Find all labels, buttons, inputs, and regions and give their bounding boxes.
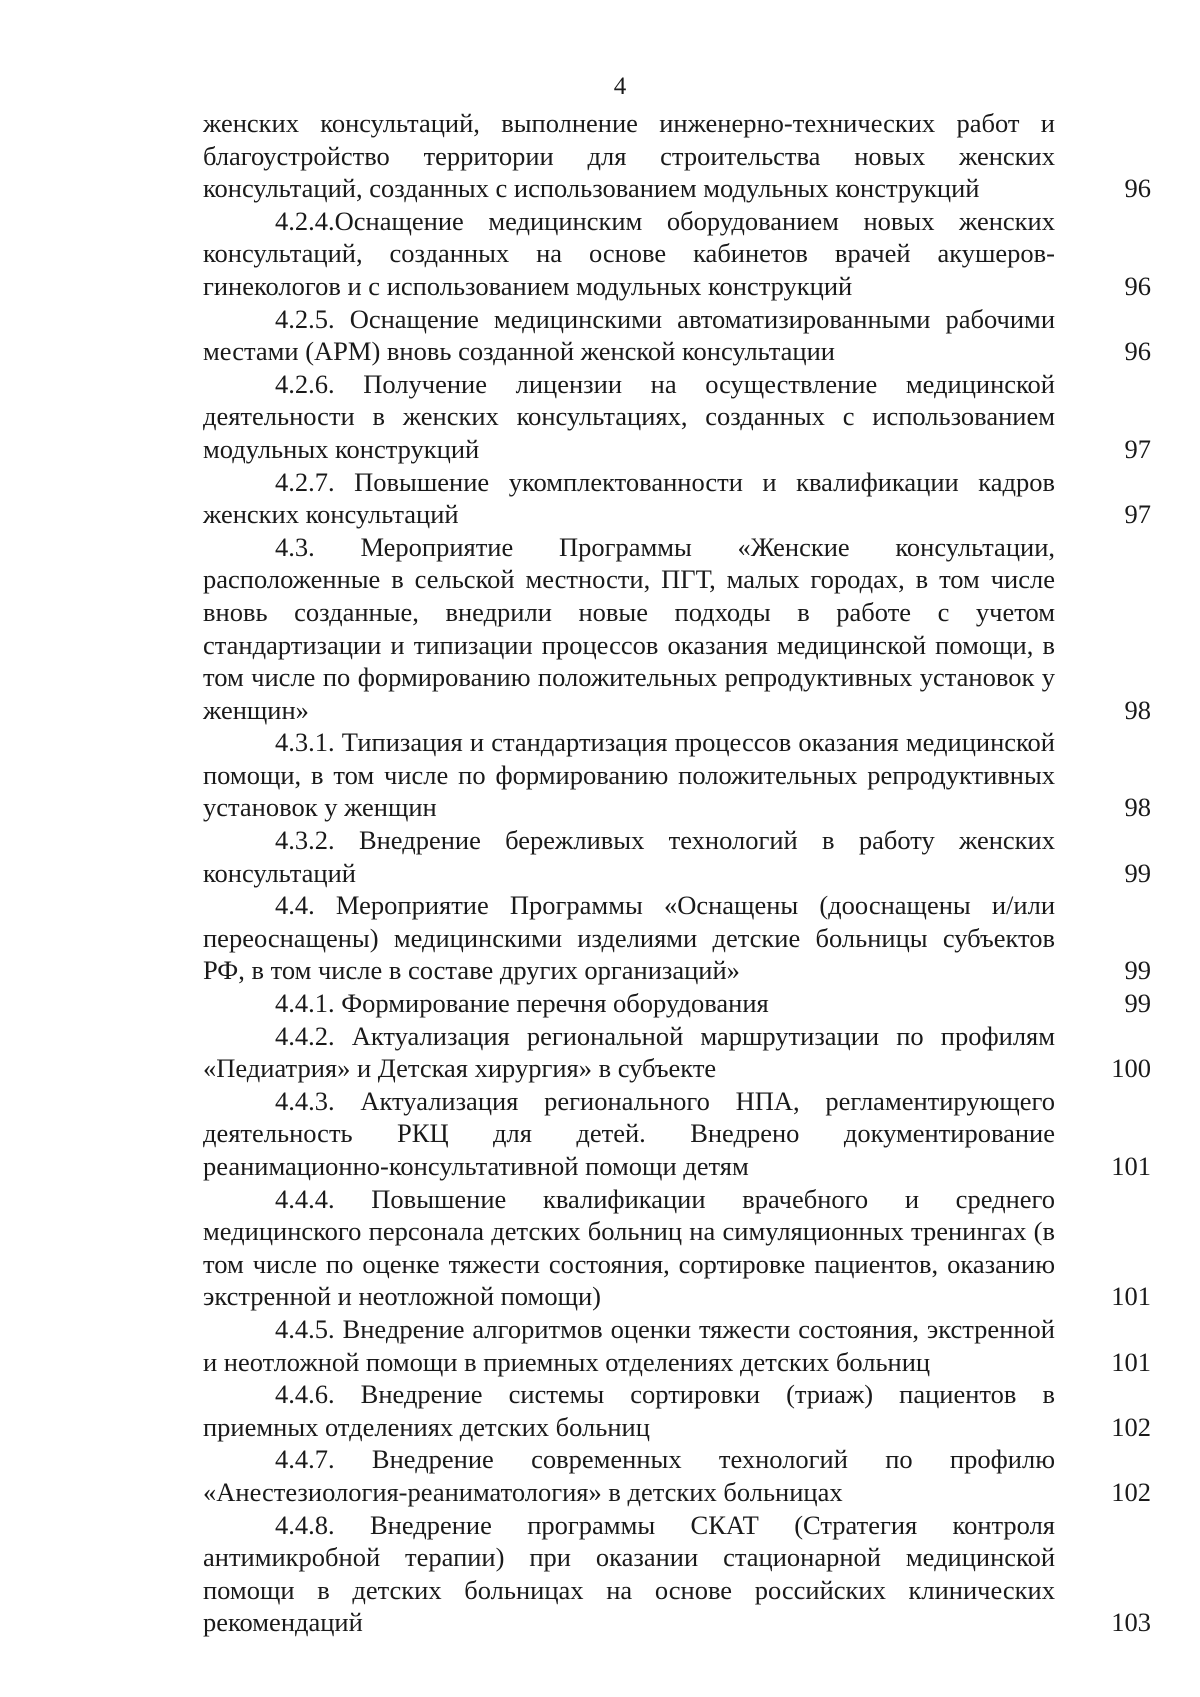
toc-entry-page: 101	[1111, 1346, 1151, 1377]
toc-entry-page: 96	[1124, 173, 1151, 204]
toc-entry-page: 103	[1111, 1607, 1151, 1638]
toc-entry	[203, 466, 1151, 531]
toc-entry-page: 96	[1124, 336, 1151, 367]
toc-entry-page: 98	[1124, 792, 1151, 823]
toc-entry	[203, 1509, 1151, 1639]
toc-entry	[203, 726, 1151, 824]
toc-entry-page: 97	[1124, 433, 1151, 464]
toc-entry	[203, 824, 1151, 889]
toc-entry-page: 99	[1124, 988, 1151, 1019]
toc-entry	[203, 1443, 1151, 1508]
toc-entry-text: 4.4.8. Внедрение программы СКАТ (Стратегия контроля антимикробной терапии) при оказании стационарной медицинской помощи в детских больницах на основе российских клинических рекомендаций	[203, 1509, 1055, 1638]
toc-entry-text: 4.4.2. Актуализация региональной маршрутизации по профилям «Педиатрия» и Детская хирургия» в субъекте	[203, 1020, 1055, 1084]
toc-entry-page: 99	[1124, 857, 1151, 888]
toc-entry-text: 4.4.6. Внедрение системы сортировки (триаж) пациентов в приемных отделениях детских больниц	[203, 1379, 1055, 1442]
toc-entry-text: 4.4.4. Повышение квалификации врачебного и среднего медицинского персонала детских больниц на симуляционных тренингах (в том числе по оценке тяжести состояния, сортировке пациентов, оказанию экстренной и неотложной помощи)	[203, 1183, 1055, 1312]
toc-entry-text: 4.4.3. Актуализация регионального НПА, регламентирующего деятельность РКЦ для детей. Внедрено документирование реанимационно-консультативной помощи детям	[203, 1085, 1055, 1181]
toc-entry-text: 4.3. Мероприятие Программы «Женские консультации, расположенные в сельской местности, ПГТ, малых городах, в том числе вновь созданные, внедрили новые подходы в работе с учетом стандартизации и типизации процессов оказания медицинской помощи, в том числе по формированию положительных репродуктивных установок у женщин»	[203, 531, 1055, 725]
toc-entry	[203, 987, 1151, 1020]
toc-entry-page: 102	[1111, 1411, 1151, 1442]
toc-entry-page: 96	[1124, 270, 1151, 301]
toc-entry-page: 100	[1111, 1053, 1151, 1084]
toc-entry-text: 4.3.1. Типизация и стандартизация процессов оказания медицинской помощи, в том числе по формированию положительных репродуктивных установок у женщин	[203, 727, 1055, 823]
toc-entry	[203, 889, 1151, 987]
toc-entry	[203, 205, 1151, 303]
toc-entry-page: 97	[1124, 499, 1151, 530]
toc-entry	[203, 1085, 1151, 1183]
toc-entry	[203, 303, 1151, 368]
toc-entry-page: 101	[1111, 1281, 1151, 1312]
toc-entry-text: 4.4. Мероприятие Программы «Оснащены (дооснащены и/или переоснащены) медицинскими изделиями детские больницы субъектов РФ, в том числе в составе других организаций»	[203, 890, 1055, 986]
toc-entry	[203, 1183, 1151, 1313]
toc-entry-text: женских консультаций, выполнение инженерно-технических работ и благоустройство территории для строительства новых женских консультаций, созданных с использованием модульных конструкций	[203, 108, 1055, 204]
toc-entry	[203, 1020, 1151, 1085]
toc-entry	[203, 368, 1151, 466]
toc-entry	[203, 1378, 1151, 1443]
toc-entry	[203, 1313, 1151, 1378]
toc-entry-page: 102	[1111, 1476, 1151, 1507]
toc-entry-page: 99	[1124, 955, 1151, 986]
toc-entry	[203, 107, 1151, 205]
toc-entry-text: 4.4.7. Внедрение современных технологий по профилю «Анестезиология-реаниматология» в детских больницах	[203, 1444, 1055, 1507]
toc-entry-page: 98	[1124, 694, 1151, 725]
table-of-contents	[203, 107, 1151, 1639]
toc-entry-text: 4.2.6. Получение лицензии на осуществление медицинской деятельности в женских консультациях, созданных с использованием модульных конструкций	[203, 368, 1055, 464]
page-number: 4	[613, 73, 627, 100]
toc-entry-page: 101	[1111, 1151, 1151, 1181]
toc-entry-text: 4.4.5. Внедрение алгоритмов оценки тяжести состояния, экстренной и неотложной помощи в приемных отделениях детских больниц	[203, 1313, 1055, 1377]
toc-entry-text: 4.3.2. Внедрение бережливых технологий в работу женских консультаций	[203, 825, 1055, 888]
toc-entry-text: 4.2.7. Повышение укомплектованности и квалификации кадров женских консультаций	[203, 466, 1055, 530]
toc-entry	[203, 531, 1151, 727]
toc-entry-text: 4.2.5. Оснащение медицинскими автоматизированными рабочими местами (АРМ) вновь созданной женской консультации	[203, 303, 1055, 367]
toc-entry-text: 4.4.1. Формирование перечня оборудования	[275, 988, 769, 1019]
toc-entry-text: 4.2.4.Оснащение медицинским оборудованием новых женских консультаций, созданных на основе кабинетов врачей акушеров-гинекологов и с использованием модульных конструкций	[203, 205, 1055, 301]
